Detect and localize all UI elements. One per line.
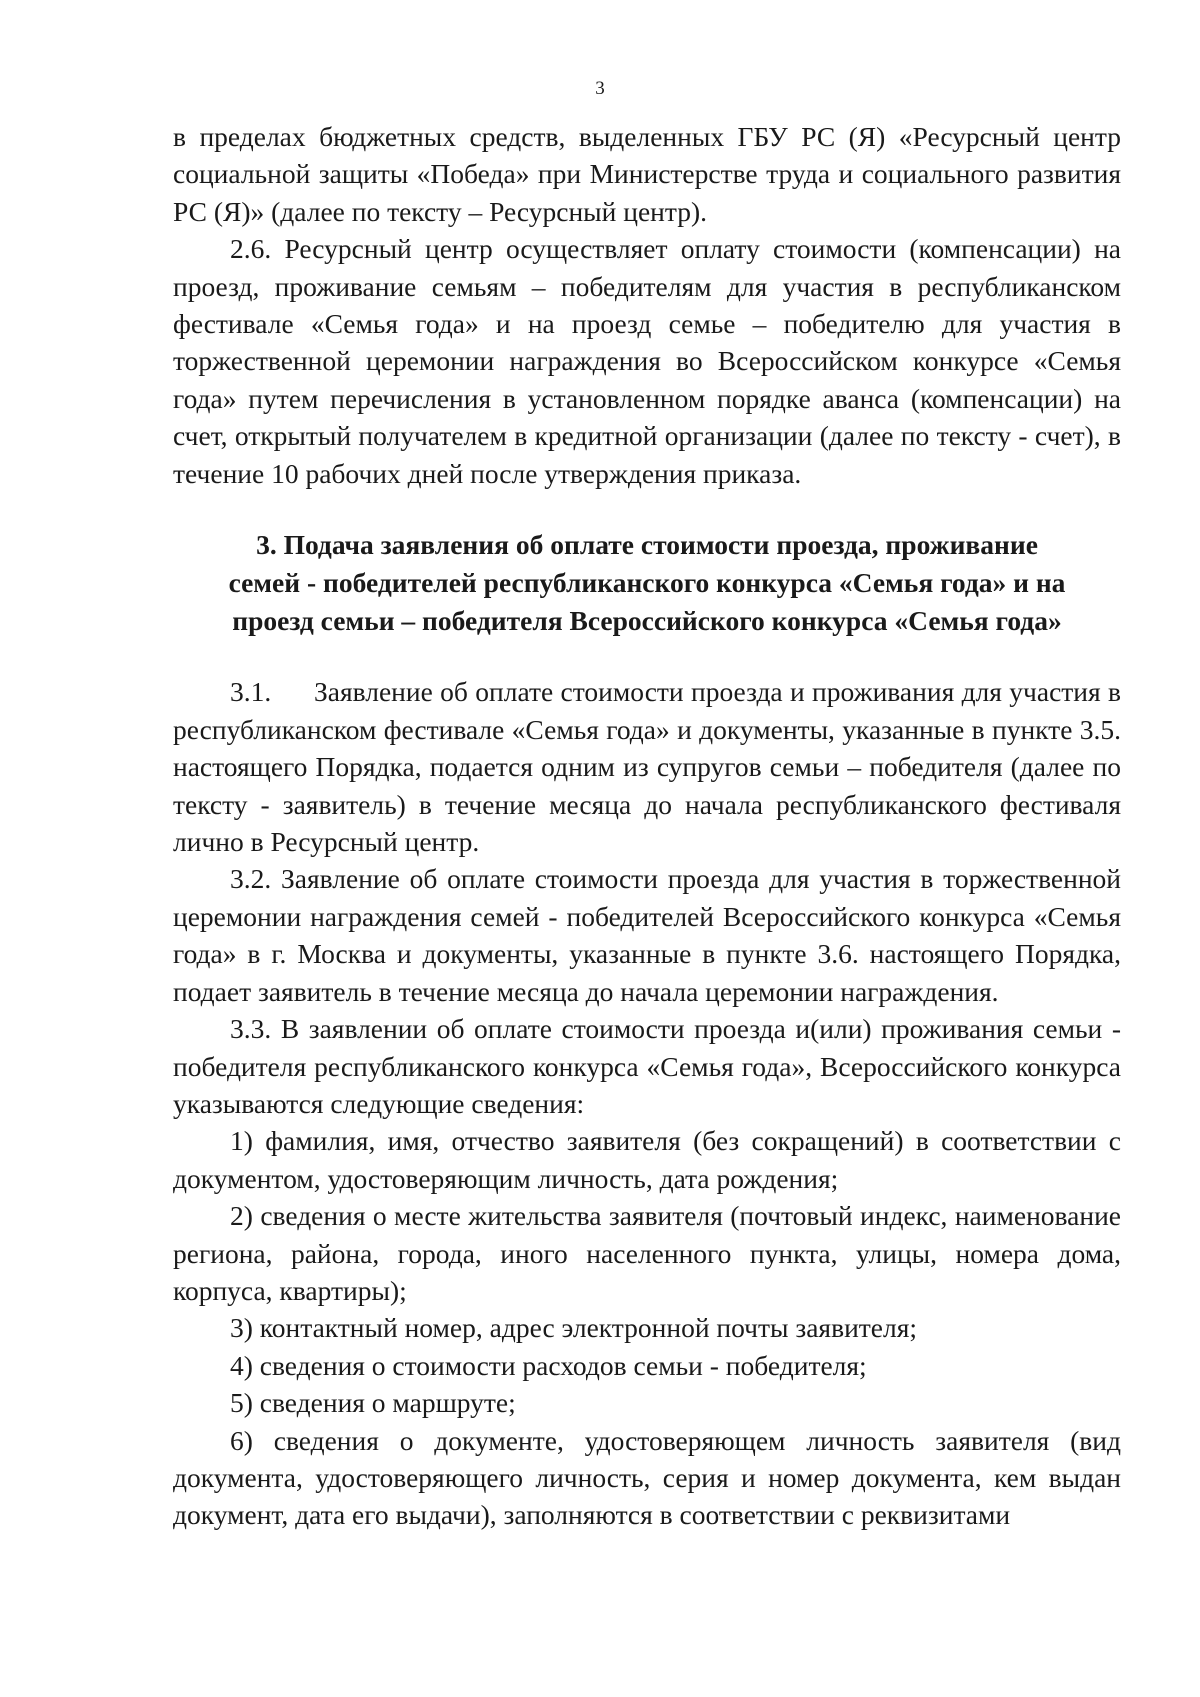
list-item: 4) сведения о стоимости расходов семьи - победителя;	[230, 1349, 867, 1381]
clause-3-2: 3.2. Заявление об оплате стоимости проезда для участия в торжественной церемонии награждения семей - победителей Всероссийского конкурса «Семья года» в г. Москва и документы, указанные в пункте 3.6. настоящего Порядка, подает заявитель в течение месяца до начала церемонии награждения.	[173, 863, 1121, 1007]
page-number: 3	[595, 78, 605, 99]
list-item: 5) сведения о маршруте;	[230, 1387, 516, 1419]
document-body	[173, 118, 1121, 1534]
section-heading-line: семей - победителей республиканского конкурса «Семья года» и на	[228, 566, 1066, 598]
list-item: 1) фамилия, имя, отчество заявителя (без сокращений) в соответствии с документом, удостоверяющим личность, дата рождения;	[173, 1125, 1121, 1194]
clause-number: 3.1.	[230, 676, 272, 708]
clause-text: Заявление об оплате стоимости проезда и проживания для участия в республиканском фестивале «Семья года» и документы, указанные в пункте 3.5. настоящего Порядка, подается одним из супругов семьи – победителя (далее по тексту - заявитель) в течение месяца до начала республиканского фестиваля лично в Ресурсный центр.	[173, 676, 1121, 858]
section-heading-line: проезд семьи – победителя Всероссийского конкурса «Семья года»	[232, 604, 1062, 636]
paragraph-2-6: 2.6. Ресурсный центр осуществляет оплату стоимости (компенсации) на проезд, проживание семьям – победителям для участия в республиканском фестивале «Семья года» и на проезд семье – победителю для участия в торжественной церемонии награждения во Всероссийском конкурсе «Семья года» путем перечисления в установленном порядке аванса (компенсации) на счет, открытый получателем в кредитной организации (далее по тексту - счет), в течение 10 рабочих дней после утверждения приказа.	[173, 233, 1121, 489]
paragraph-continuation: в пределах бюджетных средств, выделенных ГБУ РС (Я) «Ресурсный центр социальной защиты «Победа» при Министерстве труда и социального развития РС (Я)» (далее по тексту – Ресурсный центр).	[173, 121, 1121, 227]
list-item: 3) контактный номер, адрес электронной почты заявителя;	[230, 1312, 918, 1344]
list-item: 6) сведения о документе, удостоверяющем личность заявителя (вид документа, удостоверяющего личность, серия и номер документа, кем выдан документ, дата его выдачи), заполняются в соответствии с реквизитами	[173, 1424, 1121, 1531]
clause-3-3: 3.3. В заявлении об оплате стоимости проезда и(или) проживания семьи - победителя республиканского конкурса «Семья года», Всероссийского конкурса указываются следующие сведения:	[173, 1013, 1121, 1119]
list-item: 2) сведения о месте жительства заявителя (почтовый индекс, наименование региона, района, города, иного населенного пункта, улицы, номера дома, корпуса, квартиры);	[173, 1200, 1121, 1306]
section-heading	[173, 526, 1121, 639]
clause-3-1	[173, 673, 1121, 860]
section-heading-line: 3. Подача заявления об оплате стоимости проезда, проживание	[256, 529, 1038, 561]
